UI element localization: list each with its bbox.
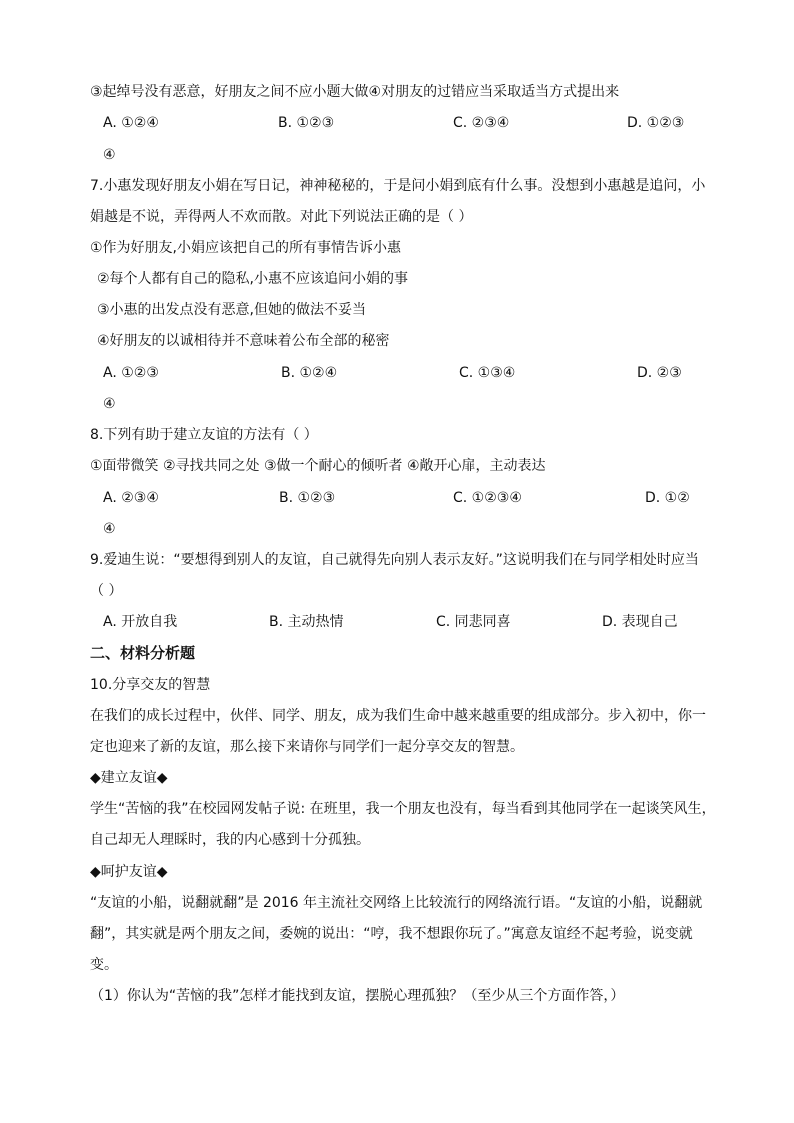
q7-stem-line-1: 7.小惠发现好朋友小娟在写日记，神神秘秘的，于是问小娟到底有什么事。没想到小惠越是追问，小 xyxy=(90,178,706,194)
q10-material-2-line-3: 变。 xyxy=(90,957,118,973)
q10-material-2-line-1: “友谊的小船，说翻就翻”是 2016 年主流社交网络上比较流行的网络流行语。“友谊的小船，说翻就 xyxy=(90,895,703,911)
q8-option-a[interactable]: A. ②③④ xyxy=(103,490,159,506)
q7-option-b[interactable]: B. ①②④ xyxy=(281,365,338,381)
q6-option-d-wrap: ④ xyxy=(103,147,116,163)
q8-options xyxy=(103,488,703,508)
q6-option-d[interactable]: D. ①②③ xyxy=(627,115,685,131)
q9-option-d[interactable]: D. 表现自己 xyxy=(602,614,678,630)
q7-statement-2: ②每个人都有自己的隐私,小惠不应该追问小娟的事 xyxy=(97,271,408,287)
q10-intro-line-2: 定也迎来了新的友谊，那么接下来请你与同学们一起分享交友的智慧。 xyxy=(90,739,524,755)
q8-stem: 8.下列有助于建立友谊的方法有（ ） xyxy=(90,427,318,443)
section-heading-material-analysis: 二、材料分析题 xyxy=(90,644,196,662)
q9-options xyxy=(103,612,703,632)
q10-question-1: （1）你认为“苦恼的我”怎样才能找到友谊，摆脱心理孤独？（至少从三个方面作答，） xyxy=(90,988,625,1004)
q10-title: 10.分享交友的智慧 xyxy=(90,677,211,693)
q6-statement-3-4: ③起绰号没有恶意，好朋友之间不应小题大做④对朋友的过错应当采取适当方式提出来 xyxy=(90,84,620,100)
q7-statement-4: ④好朋友的以诚相待并不意味着公布全部的秘密 xyxy=(97,333,390,349)
q8-option-d[interactable]: D. ①② xyxy=(645,490,690,506)
q9-stem: 9.爱迪生说：“要想得到别人的友谊，自己就得先向别人表示友好。”这说明我们在与同学相处时应当 xyxy=(90,552,699,568)
q7-options xyxy=(103,363,703,383)
q10-intro-line-1: 在我们的成长过程中，伙伴、同学、朋友，成为我们生命中越来越重要的组成部分。步入初中，你一 xyxy=(90,708,706,724)
q9-option-b[interactable]: B. 主动热情 xyxy=(269,614,344,630)
q8-option-d-wrap: ④ xyxy=(103,521,116,537)
q7-option-d[interactable]: D. ②③ xyxy=(637,365,682,381)
q10-material-1-line-1: 学生“苦恼的我”在校园网发帖子说: 在班里，我一个朋友也没有，每当看到其他同学在一起谈笑风生， xyxy=(90,801,716,817)
q10-material-1-line-2: 自己却无人理睬时，我的内心感到十分孤独。 xyxy=(90,832,370,848)
q8-option-b[interactable]: B. ①②③ xyxy=(279,490,336,506)
q6-option-c[interactable]: C. ②③④ xyxy=(453,115,510,131)
q10-sub-heading-build-friendship: ◆建立友谊◆ xyxy=(90,770,168,786)
q7-statement-1: ①作为好朋友,小娟应该把自己的所有事情告诉小惠 xyxy=(90,240,401,256)
q7-option-d-wrap: ④ xyxy=(103,396,116,412)
q8-option-c[interactable]: C. ①②③④ xyxy=(453,490,522,506)
q7-option-c[interactable]: C. ①③④ xyxy=(459,365,516,381)
q6-option-b[interactable]: B. ①②③ xyxy=(278,115,335,131)
q9-option-c[interactable]: C. 同悲同喜 xyxy=(436,614,511,630)
q7-option-a[interactable]: A. ①②③ xyxy=(103,365,159,381)
q9-paren: （ ） xyxy=(90,583,123,599)
q6-options xyxy=(103,113,703,133)
q7-stem-line-2: 娟越是不说，弄得两人不欢而散。对此下列说法正确的是（ ） xyxy=(90,209,473,225)
q8-statements: ①面带微笑 ②寻找共同之处 ③做一个耐心的倾听者 ④敞开心扉，主动表达 xyxy=(90,458,546,474)
q7-statement-3: ③小惠的出发点没有恶意,但她的做法不妥当 xyxy=(97,302,366,318)
q6-option-a[interactable]: A. ①②④ xyxy=(103,115,159,131)
q10-material-2-line-2: 翻”，其实就是两个朋友之间，委婉的说出：“哼，我不想跟你玩了。”寓意友谊经不起考验，说变就 xyxy=(90,926,693,942)
q10-sub-heading-protect-friendship: ◆呵护友谊◆ xyxy=(90,864,168,880)
q9-option-a[interactable]: A. 开放自我 xyxy=(103,614,178,630)
